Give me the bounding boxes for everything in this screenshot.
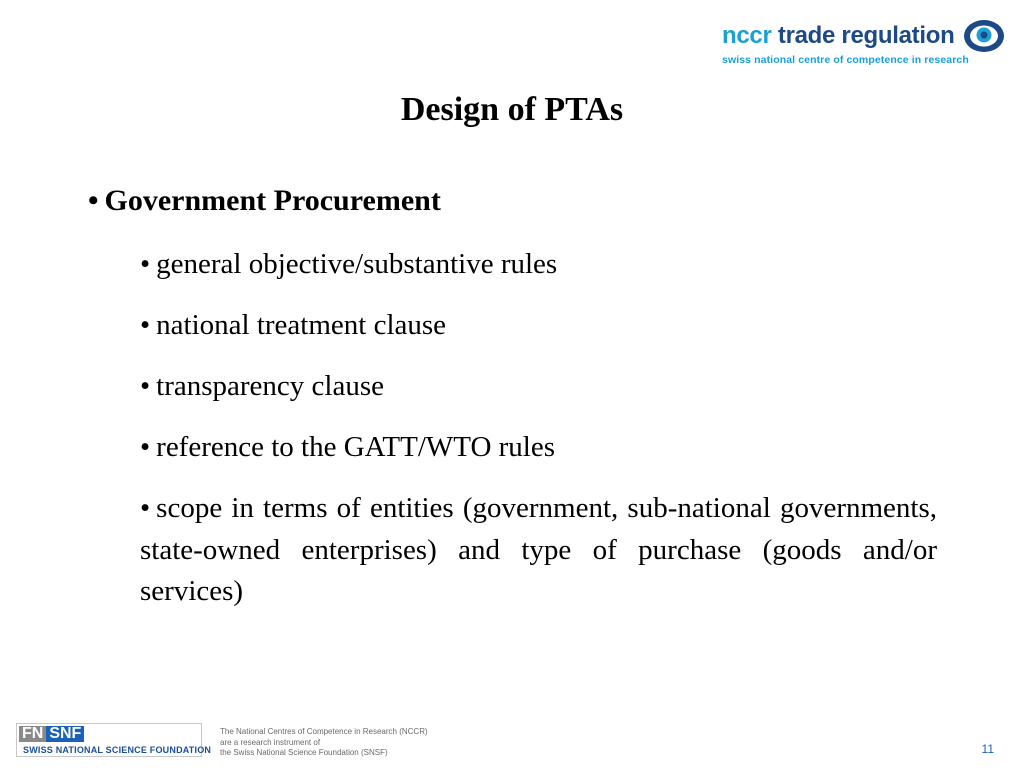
eye-logo-icon	[962, 18, 1006, 54]
logo-trade-text: trade regulation	[777, 22, 955, 49]
bullet-glyph: •	[88, 184, 99, 217]
snf-fn-text: FN	[19, 726, 46, 742]
sub-bullet	[140, 429, 555, 465]
slide-title: Design of PTAs	[400, 91, 624, 128]
snf-name: SWISS NATIONAL SCIENCE FOUNDATION	[23, 745, 212, 755]
sub-bullet-label: national treatment clause	[156, 309, 447, 341]
sub-bullet-label: general objective/substantive rules	[156, 248, 558, 280]
snf-logo-frame	[16, 723, 212, 757]
footer-note-line: are a research instrument of	[220, 737, 321, 747]
bullet-glyph: •	[140, 248, 151, 280]
sub-bullet-label: transparency clause	[156, 370, 385, 402]
bullet-main	[88, 183, 441, 219]
sub-bullet	[140, 246, 557, 282]
footer-note-line: The National Centres of Competence in Research (NCCR)	[220, 727, 428, 736]
bullet-glyph: •	[140, 492, 151, 524]
bullet-glyph: •	[140, 431, 151, 463]
logo-title	[722, 22, 954, 50]
footer-note-line: the Swiss National Science Foundation (SNSF)	[220, 748, 388, 757]
bullet-glyph: •	[140, 370, 151, 402]
snf-logo	[16, 723, 212, 757]
logo-subtitle: swiss national centre of competence in research	[722, 54, 969, 66]
sub-bullet-label: scope in terms of entities (government, sub-national governments, state-owned enterprises) and type of purchase (goods and/or services)	[140, 492, 937, 607]
sub-bullet	[140, 368, 384, 404]
sub-bullet	[140, 488, 937, 613]
snf-mark-icon	[19, 726, 84, 742]
snf-snf-text: SNF	[46, 726, 84, 742]
bullet-glyph: •	[140, 309, 151, 341]
sub-bullet-label: reference to the GATT/WTO rules	[156, 431, 556, 463]
bullet-main-label: Government Procurement	[104, 184, 441, 217]
footer-note	[220, 727, 428, 759]
logo-nccr-text: nccr	[722, 22, 772, 49]
page-number: 11	[981, 742, 994, 756]
sub-bullet	[140, 307, 446, 343]
nccr-logo	[722, 18, 1012, 70]
